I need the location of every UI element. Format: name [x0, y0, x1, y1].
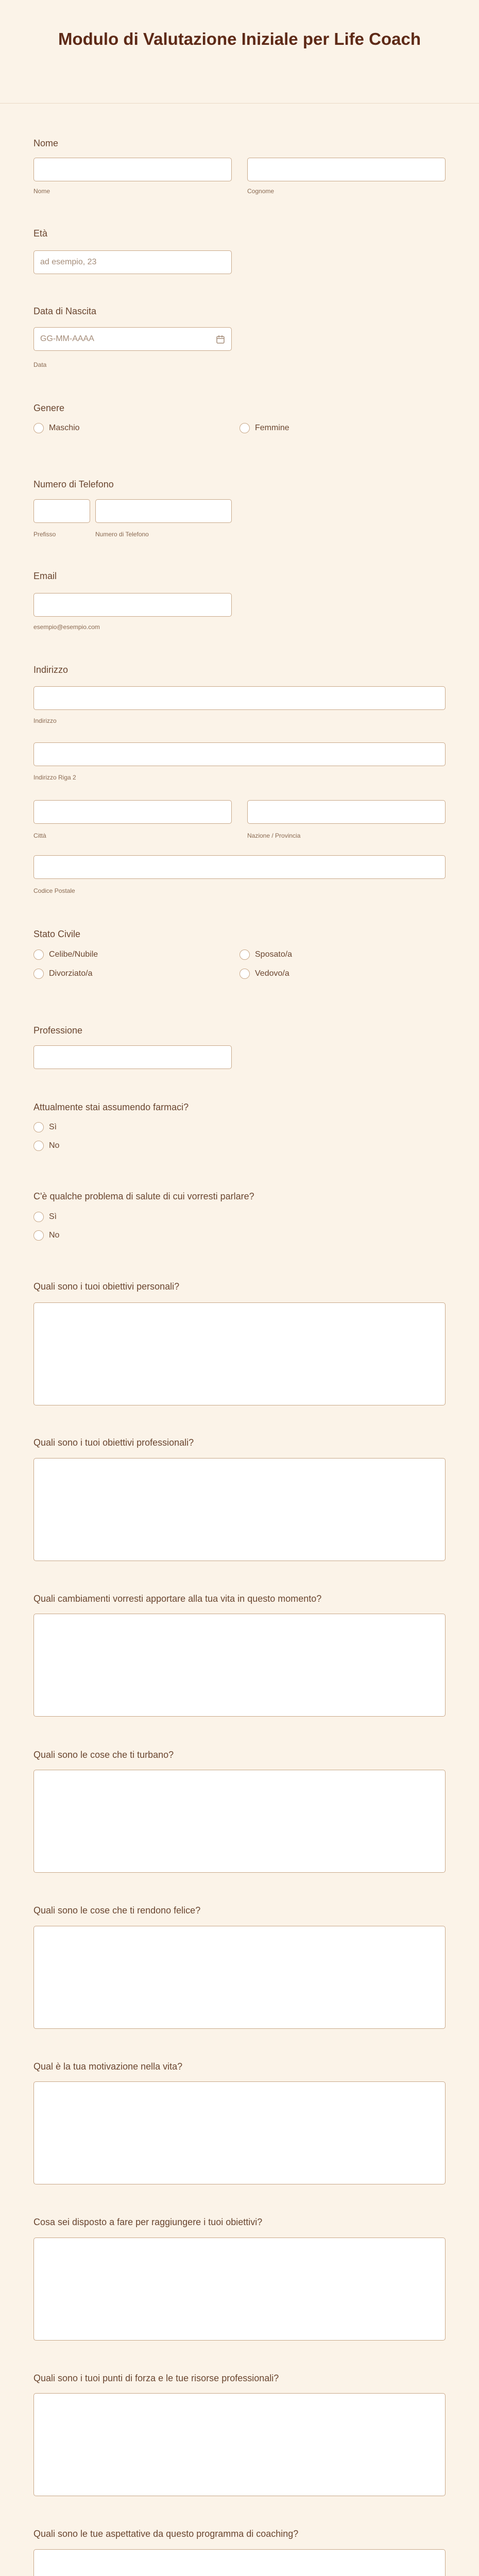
radio-circle[interactable] [33, 1122, 44, 1132]
option-label: Sposato/a [255, 950, 293, 959]
email-label: Email [33, 571, 57, 581]
first-name-input[interactable] [33, 158, 232, 181]
header-divider [0, 103, 479, 104]
phone-prefix-sublabel: Prefisso [33, 531, 56, 538]
question-label: Quali sono le cose che ti rendono felice? [33, 1905, 201, 1916]
health-option-yes[interactable] [33, 1212, 57, 1222]
option-label: No [49, 1231, 60, 1240]
city-sublabel: Città [33, 832, 46, 839]
gender-option-female[interactable] [239, 423, 289, 433]
option-label: Celibe/Nubile [49, 950, 98, 959]
age-input[interactable]: ad esempio, 23 [33, 250, 232, 274]
professional-goals-textarea[interactable] [33, 1458, 446, 1561]
civil-option-single[interactable] [33, 950, 98, 960]
phone-number-input[interactable] [95, 499, 232, 523]
gender-option-male[interactable] [33, 423, 80, 433]
civil-status-label: Stato Civile [33, 929, 81, 939]
happiness-textarea[interactable] [33, 1926, 446, 2029]
radio-circle[interactable] [33, 423, 44, 433]
option-label: Sì [49, 1212, 57, 1221]
profession-label: Professione [33, 1025, 83, 1036]
option-label: No [49, 1141, 60, 1150]
city-input[interactable] [33, 800, 232, 824]
email-input[interactable] [33, 593, 232, 617]
state-sublabel: Nazione / Provincia [247, 832, 301, 839]
calendar-icon[interactable] [216, 335, 225, 344]
medications-label: Attualmente stai assumendo farmaci? [33, 1102, 189, 1112]
radio-circle[interactable] [239, 950, 250, 960]
last-name-sublabel: Cognome [247, 188, 275, 195]
age-label: Età [33, 228, 48, 239]
medications-option-yes[interactable] [33, 1122, 57, 1132]
question-label: Quali sono le cose che ti turbano? [33, 1750, 174, 1760]
radio-circle[interactable] [239, 969, 250, 979]
question-label: Qual è la tua motivazione nella vita? [33, 2061, 183, 2072]
expectations-textarea[interactable] [33, 2549, 446, 2576]
radio-circle[interactable] [239, 423, 250, 433]
first-name-sublabel: Nome [33, 188, 50, 195]
radio-circle[interactable] [33, 1141, 44, 1151]
option-label: Divorziato/a [49, 969, 93, 978]
question-label: Quali cambiamenti vorresti apportare alla tua vita in questo momento? [33, 1594, 322, 1604]
option-label: Sì [49, 1123, 57, 1131]
changes-textarea[interactable] [33, 1614, 446, 1717]
strengths-textarea[interactable] [33, 2393, 446, 2496]
birthdate-placeholder: GG-MM-AAAA [40, 334, 94, 343]
personal-goals-textarea[interactable] [33, 1302, 446, 1405]
health-option-no[interactable] [33, 1230, 59, 1241]
civil-option-divorced[interactable] [33, 969, 92, 979]
medications-option-no[interactable] [33, 1141, 59, 1151]
address-line2-input[interactable] [33, 742, 446, 766]
phone-label: Numero di Telefono [33, 479, 114, 489]
radio-circle[interactable] [33, 1230, 44, 1241]
address-line1-sublabel: Indirizzo [33, 717, 57, 724]
willingness-textarea[interactable] [33, 2238, 446, 2341]
address-label: Indirizzo [33, 665, 69, 675]
radio-circle[interactable] [33, 969, 44, 979]
zip-input[interactable] [33, 855, 446, 879]
address-line2-sublabel: Indirizzo Riga 2 [33, 774, 76, 781]
civil-option-widowed[interactable] [239, 969, 289, 979]
birthdate-input[interactable] [33, 327, 232, 351]
phone-prefix-input[interactable] [33, 499, 90, 523]
question-label: Quali sono i tuoi obiettivi professionali? [33, 1437, 194, 1448]
phone-number-sublabel: Numero di Telefono [95, 531, 149, 538]
profession-input[interactable] [33, 1045, 232, 1069]
form-title: Modulo di Valutazione Iniziale per Life Coach [58, 29, 421, 48]
last-name-input[interactable] [247, 158, 446, 181]
birthdate-sublabel: Data [33, 361, 47, 368]
state-input[interactable] [247, 800, 446, 824]
email-sublabel: esempio@esempio.com [33, 623, 100, 631]
radio-circle[interactable] [33, 1212, 44, 1222]
option-label: Vedovo/a [255, 969, 289, 978]
civil-option-married[interactable] [239, 950, 292, 960]
option-label: Femmine [255, 423, 289, 432]
option-label: Maschio [49, 423, 80, 432]
troubles-textarea[interactable] [33, 1770, 446, 1873]
motivation-textarea[interactable] [33, 2081, 446, 2184]
question-label: Cosa sei disposto a fare per raggiungere i tuoi obiettivi? [33, 2217, 263, 2227]
name-label: Nome [33, 138, 59, 148]
question-label: Quali sono i tuoi obiettivi personali? [33, 1281, 180, 1292]
question-label: Quali sono i tuoi punti di forza e le tue risorse professionali? [33, 2373, 279, 2383]
gender-label: Genere [33, 403, 65, 413]
health-label: C'è qualche problema di salute di cui vorresti parlare? [33, 1191, 254, 1201]
birthdate-label: Data di Nascita [33, 306, 97, 316]
address-line1-input[interactable] [33, 686, 446, 710]
radio-circle[interactable] [33, 950, 44, 960]
zip-sublabel: Codice Postale [33, 887, 75, 894]
question-label: Quali sono le tue aspettative da questo programma di coaching? [33, 2529, 299, 2539]
